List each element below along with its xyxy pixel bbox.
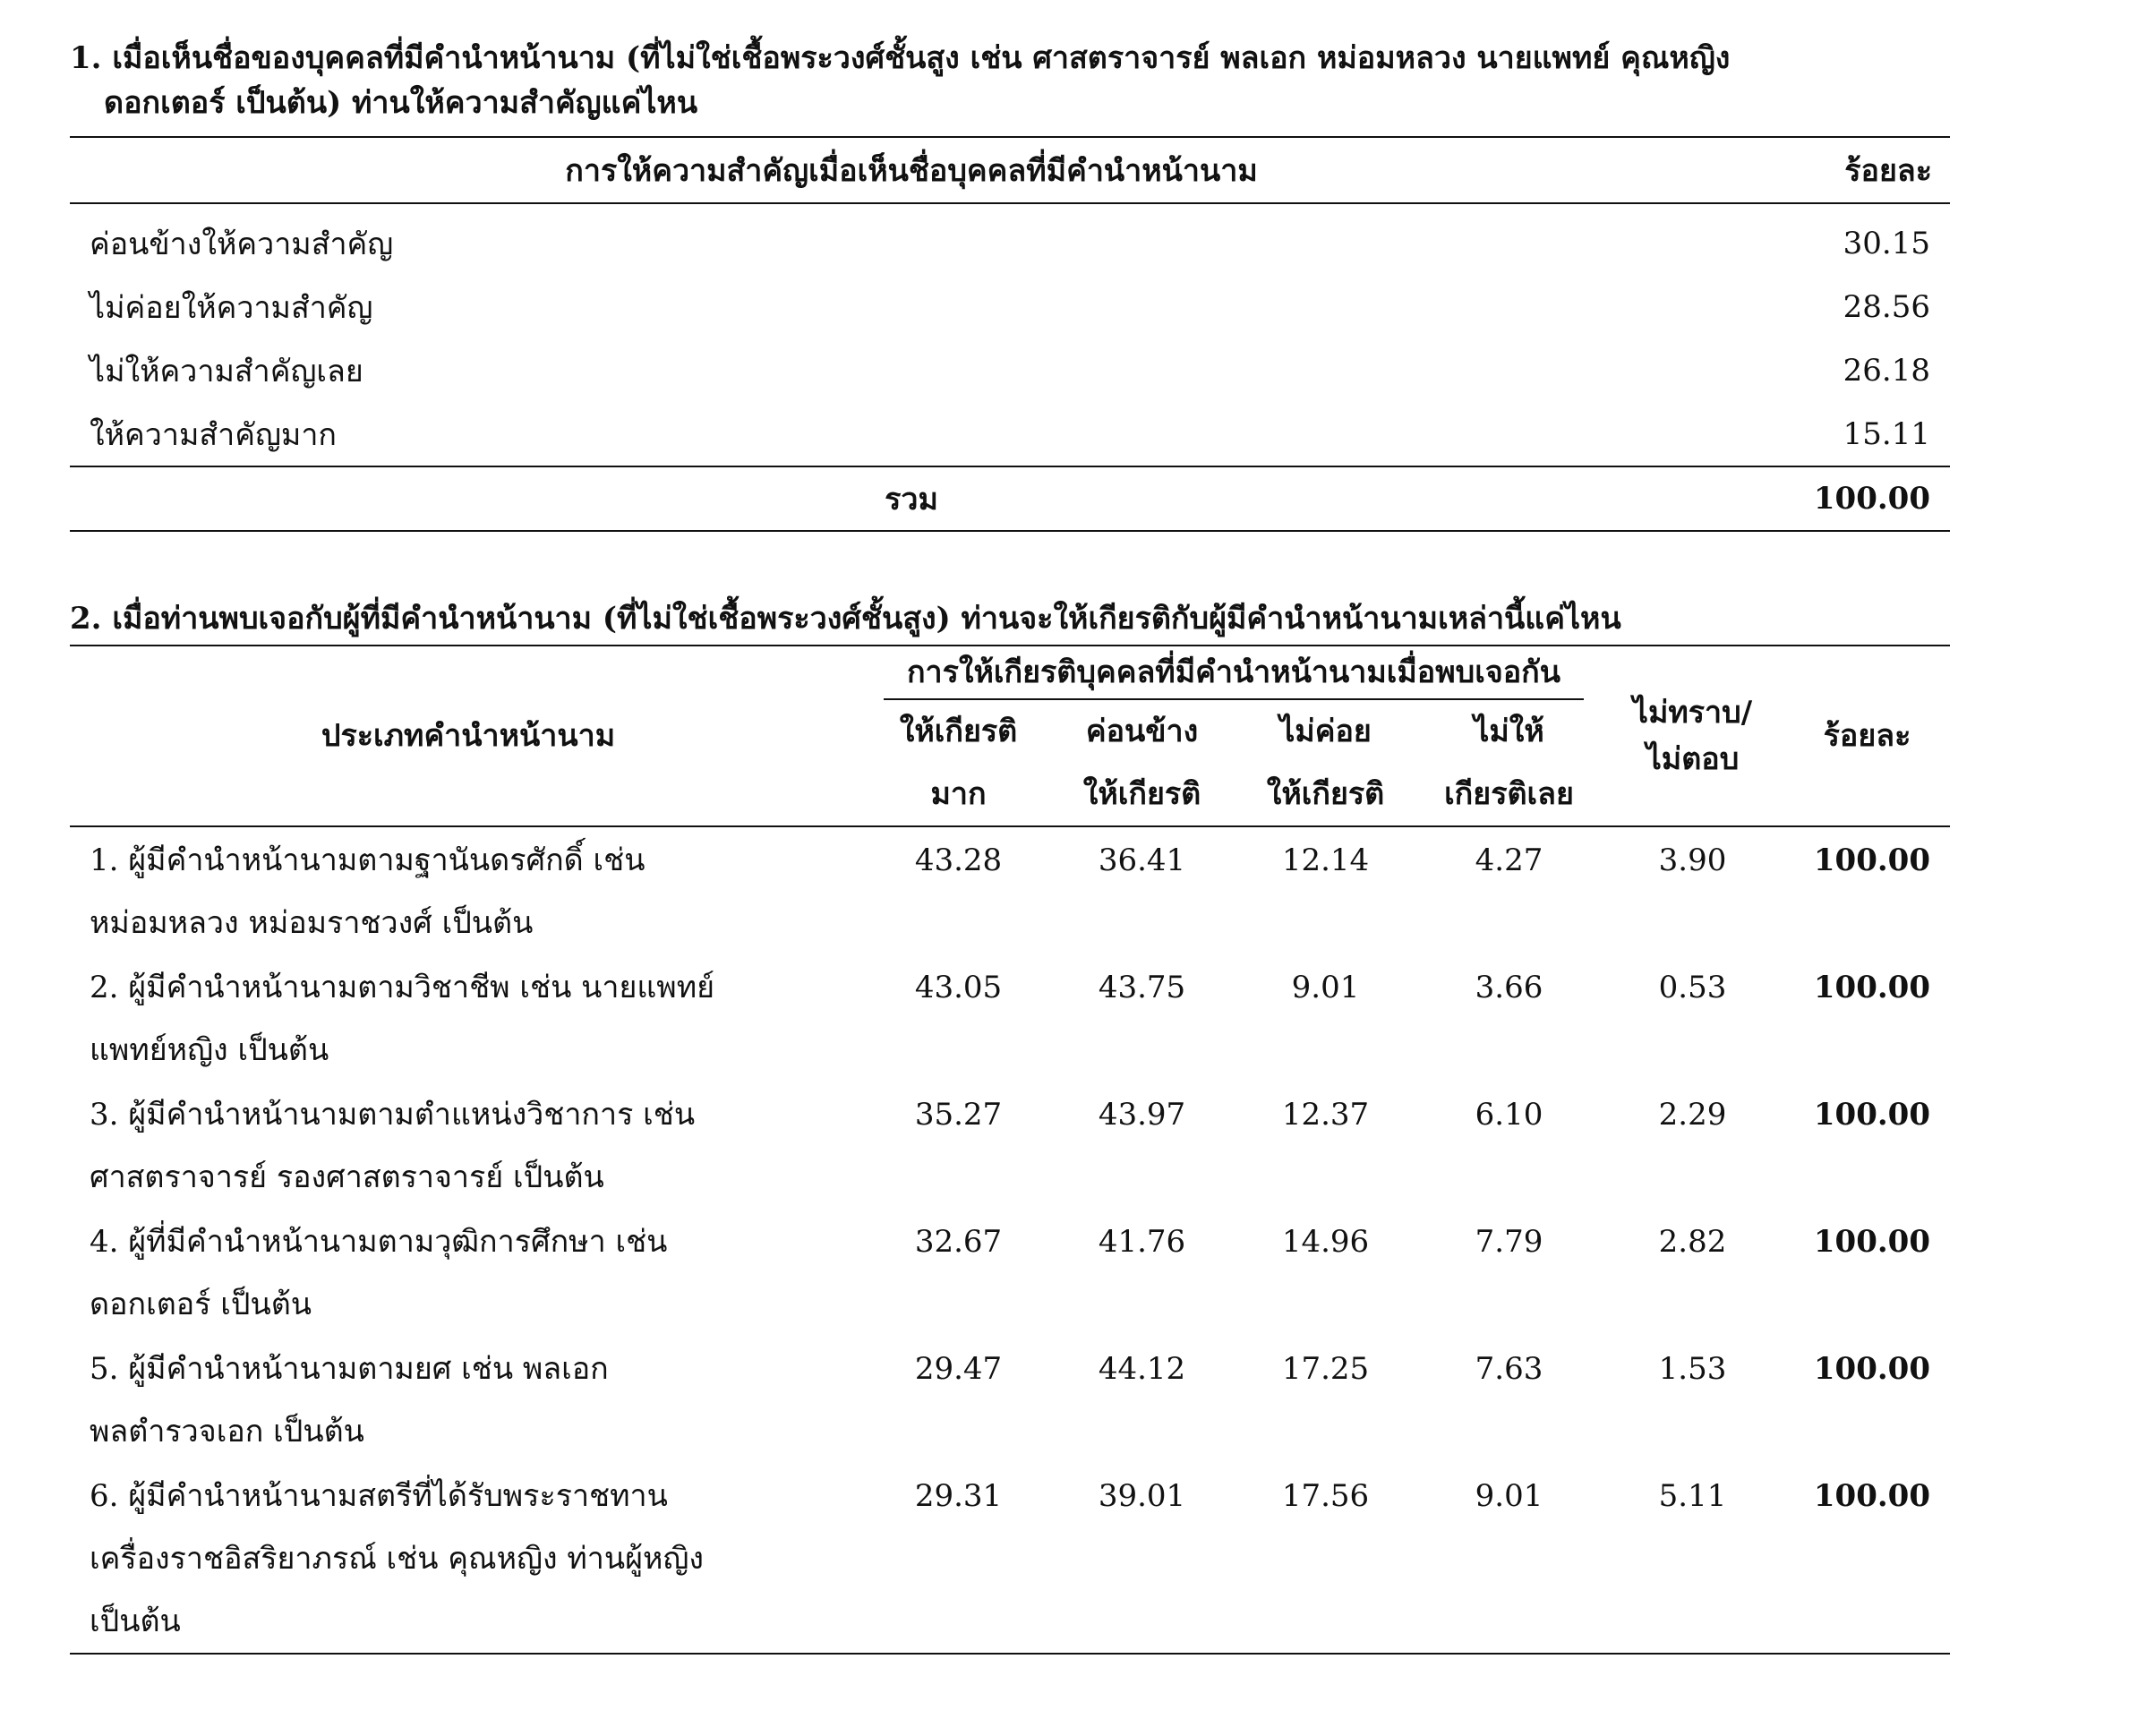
table-row — [70, 954, 1950, 1082]
cell-total: 100.00 — [1813, 1478, 1930, 1514]
table-1-header-main: การให้ความสำคัญเมื่อเห็นชื่อบุคคลที่มีคำนำหน้านาม — [70, 137, 1753, 203]
row-label: ค่อนข้างให้ความสำคัญ — [90, 226, 394, 262]
cell-value: 12.37 — [1281, 1097, 1370, 1133]
cell-value: 29.31 — [914, 1478, 1003, 1514]
question-1-title-line2: ดอกเตอร์ เป็นต้น) ท่านให้ความสำคัญแค่ไหน — [104, 85, 698, 121]
section-gap — [70, 532, 1950, 596]
row-value: 28.56 — [1843, 288, 1930, 325]
row-value: 26.18 — [1843, 352, 1930, 389]
header-unknown-line1: ไม่ทราบ/ — [1632, 695, 1753, 731]
table-row — [70, 275, 1950, 338]
table-2-header-unknown — [1601, 646, 1784, 826]
header-unknown-line2: ไม่ตอบ — [1646, 741, 1740, 777]
row-label-line2: พลตำรวจเอก เป็นต้น — [90, 1414, 364, 1450]
cell-value: 9.01 — [1291, 970, 1360, 1005]
table-2-header-group — [867, 646, 1601, 700]
header-col-line1: ไม่ค่อย — [1279, 714, 1372, 749]
header-col-line1: ค่อนข้าง — [1085, 714, 1199, 749]
cell-total: 100.00 — [1813, 970, 1930, 1005]
table-row — [70, 402, 1950, 466]
row-label-line1: 2. ผู้มีคำนำหน้านามตามวิชาชีพ เช่น นายแพทย์ — [90, 970, 715, 1005]
row-label-line2: แพทย์หญิง เป็นต้น — [90, 1032, 329, 1068]
row-value: 15.11 — [1843, 415, 1930, 452]
question-1-title — [70, 36, 1950, 125]
row-label — [70, 1082, 867, 1209]
table-row — [70, 1336, 1950, 1463]
row-label — [70, 1463, 867, 1654]
cell-value: 36.41 — [1098, 842, 1186, 878]
table-1-header-percent: ร้อยละ — [1753, 137, 1950, 203]
header-col-line2: เกียรติเลย — [1444, 776, 1574, 812]
row-label — [70, 1209, 867, 1336]
cell-total: 100.00 — [1813, 1097, 1930, 1133]
table-row — [70, 1463, 1950, 1654]
cell-value: 3.66 — [1475, 970, 1543, 1005]
header-col-line1: ไม่ให้ — [1474, 714, 1544, 749]
row-label — [70, 1336, 867, 1463]
row-label: ไม่ให้ความสำคัญเลย — [90, 353, 363, 389]
cell-value: 43.05 — [914, 970, 1003, 1005]
cell-value: 43.97 — [1098, 1097, 1186, 1133]
document-page — [70, 36, 1950, 1655]
cell-value: 0.53 — [1658, 970, 1727, 1005]
row-label: ให้ความสำคัญมาก — [90, 416, 338, 453]
row-label-line1: 6. ผู้มีคำนำหน้านามสตรีที่ได้รับพระราชทาน — [90, 1478, 668, 1514]
table-1 — [70, 136, 1950, 532]
row-label — [70, 826, 867, 954]
cell-value: 35.27 — [914, 1097, 1003, 1133]
cell-value: 4.27 — [1475, 842, 1543, 878]
header-col-line1: ให้เกียรติ — [899, 714, 1018, 749]
cell-value: 6.10 — [1475, 1097, 1543, 1133]
table-total-row — [70, 466, 1950, 531]
row-label-line3: เป็นต้น — [90, 1603, 181, 1639]
cell-value: 7.79 — [1475, 1224, 1543, 1260]
cell-value: 17.25 — [1281, 1351, 1370, 1387]
question-2-title: 2. เมื่อท่านพบเจอกับผู้ที่มีคำนำหน้านาม (ที่ไม่ใช่เชื้อพระวงศ์ชั้นสูง) ท่านจะให้เกียรติกับผู้มีคำนำหน้านามเหล่านี้แค่ไหน — [70, 601, 1621, 637]
row-label-line1: 5. ผู้มีคำนำหน้านามตามยศ เช่น พลเอก — [90, 1351, 609, 1387]
row-label-line2: ดอกเตอร์ เป็นต้น — [90, 1287, 312, 1322]
table-row — [70, 1082, 1950, 1209]
cell-value: 43.75 — [1098, 970, 1186, 1005]
table-2-header-col-3 — [1234, 700, 1417, 826]
cell-value: 1.53 — [1658, 1351, 1727, 1387]
row-value: 30.15 — [1843, 225, 1930, 261]
row-label: ไม่ค่อยให้ความสำคัญ — [90, 289, 373, 326]
cell-value: 29.47 — [914, 1351, 1003, 1387]
cell-value: 14.96 — [1281, 1224, 1370, 1260]
cell-value: 41.76 — [1098, 1224, 1186, 1260]
table-row — [70, 826, 1950, 954]
cell-total: 100.00 — [1813, 842, 1930, 878]
cell-value: 39.01 — [1098, 1478, 1186, 1514]
row-label-line1: 1. ผู้มีคำนำหน้านามตามฐานันดรศักดิ์ เช่น — [90, 842, 646, 878]
row-label-line1: 4. ผู้ที่มีคำนำหน้านามตามวุฒิการศึกษา เช่น — [90, 1224, 668, 1260]
cell-value: 17.56 — [1281, 1478, 1370, 1514]
row-label-line1: 3. ผู้มีคำนำหน้านามตามตำแหน่งวิชาการ เช่น — [90, 1097, 696, 1133]
header-col-line2: ให้เกียรติ — [1082, 776, 1201, 812]
cell-total: 100.00 — [1813, 1351, 1930, 1387]
table-2-header-col-4 — [1417, 700, 1601, 826]
row-label — [70, 954, 867, 1082]
cell-value: 44.12 — [1098, 1351, 1186, 1387]
cell-value: 32.67 — [914, 1224, 1003, 1260]
row-label-line2: หม่อมหลวง หม่อมราชวงศ์ เป็นต้น — [90, 905, 534, 941]
table-2 — [70, 645, 1950, 1655]
row-label-line2: ศาสตราจารย์ รองศาสตราจารย์ เป็นต้น — [90, 1159, 604, 1195]
total-label: รวม — [70, 466, 1753, 531]
total-value: 100.00 — [1753, 466, 1950, 531]
table-row — [70, 1209, 1950, 1336]
question-1-title-line1: 1. เมื่อเห็นชื่อของบุคคลที่มีคำนำหน้านาม (ที่ไม่ใช่เชื้อพระวงศ์ชั้นสูง เช่น ศาสตราจารย์ พลเอก หม่อมหลวง นายแพทย์ คุณหญิง — [70, 40, 1731, 76]
cell-value: 43.28 — [914, 842, 1003, 878]
table-2-header-group-label: การให้เกียรติบุคคลที่มีคำนำหน้านามเมื่อพบเจอกัน — [884, 646, 1585, 700]
cell-value: 2.82 — [1658, 1224, 1727, 1260]
table-2-header-col-2 — [1050, 700, 1234, 826]
cell-value: 2.29 — [1658, 1097, 1727, 1133]
cell-total: 100.00 — [1813, 1224, 1930, 1260]
header-col-line2: ให้เกียรติ — [1266, 776, 1385, 812]
table-2-header-percent: ร้อยละ — [1784, 646, 1950, 826]
table-row — [70, 203, 1950, 275]
table-2-header-type: ประเภทคำนำหน้านาม — [70, 646, 867, 826]
cell-value: 5.11 — [1658, 1478, 1727, 1514]
cell-value: 7.63 — [1475, 1351, 1543, 1387]
row-label-line2: เครื่องราชอิสริยาภรณ์ เช่น คุณหญิง ท่านผู้หญิง — [90, 1541, 705, 1577]
table-2-header-col-1 — [867, 700, 1050, 826]
header-col-line2: มาก — [930, 776, 987, 812]
cell-value: 3.90 — [1658, 842, 1727, 878]
cell-value: 12.14 — [1281, 842, 1370, 878]
cell-value: 9.01 — [1475, 1478, 1543, 1514]
table-row — [70, 338, 1950, 402]
